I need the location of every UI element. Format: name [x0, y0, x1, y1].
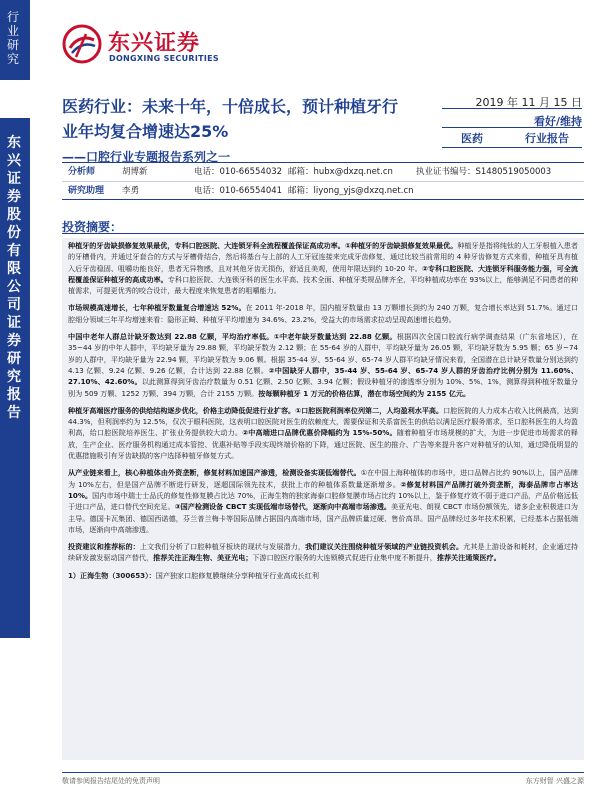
analyst-name: 李勇 [122, 186, 140, 196]
summary-paragraph [68, 240, 578, 296]
summary-key-point: 中国中老年人群总计缺牙数达到 22.88 亿颗，平均治疗率低。①中老年缺牙数量达到 22.88 亿颗。 [68, 332, 397, 342]
category-type: 行业报告 [525, 132, 569, 145]
summary-text: 上文我们分析了口腔种植牙板块的现状与发展潜力， [139, 542, 306, 552]
report-subtitle: ——口腔行业专题报告系列之一 [62, 150, 231, 164]
analyst-name: 胡博新 [122, 167, 148, 177]
summary-key-point: ②专科口腔医院、大连锁牙科服务能力强，可全流程覆盖保证种植牙的高成功率。 [68, 263, 578, 284]
company-logo [62, 22, 242, 72]
summary-text: 尤其是上游设备和耗材，企业通过持续研发激发驱动国产替代， [68, 542, 579, 563]
summary-key-point: 按每颗种植牙 1 万元的价格估算，潜在市场空间约为 2155 亿元。 [258, 388, 471, 398]
summary-key-point: 种植牙的牙齿缺损修复效果最优，专科口腔医院、大连锁牙科全流程覆盖保证高成功率。①种植牙的牙齿缺损修复效果最优。 [68, 241, 458, 250]
summary-text: 随着种植牙市场规模的扩大，为进一步促进市场需求的释放，生产企业、医疗服务机构通过成本管控、优惠补贴等手段实现终端价格的下降，通过医院、医生的推介、广告等来提升客户对种植牙的认知，通过降低明显的优惠措施吸引有牙齿缺损的客户选择种植牙修复方式。 [68, 428, 578, 461]
summary-paragraph [68, 405, 578, 461]
summary-key-point: 从产业链来看上，核心种植体由外资垄断，修复材料加速国产渗透，检测设备实现低端替代。 [68, 468, 361, 478]
summary-key-point: 种植牙高端医疗服务的供给结构逐步优化，价格主动降低促进行业扩容。①口腔医院利润率位列第二，人均盈利水平高。 [68, 405, 444, 415]
analyst-row [62, 163, 584, 181]
footer-slogan: 东方财智 兴盛之源 [525, 777, 584, 785]
summary-text: 在 2011 年-2018 年，国内植牙数量由 13 万颗增长到约为 240 万颗，复合增长率达到 51.7%。通过口腔细分领域三年平均增速来看：隐形正畸、种植牙平均增速为 34.6%、23.2%，受益大的市场需求拉动呈现高速增长趋势。 [68, 303, 578, 324]
dongxing-logo-icon [62, 24, 102, 64]
summary-text: 以此测算得到牙齿治疗数量为 0.51 亿颗、2.50 亿颗、3.94 亿颗；假设种植牙的渗透率分别为 10%、5%、1%，测算得到种植牙数量分别为 509 万颗、1252 万颗、394 万颗，合计 2155 万颗。 [68, 377, 578, 398]
summary-key-point: 投资建议和推荐标的： [68, 542, 140, 552]
sidebar-main-label: 东兴证券股份有限公司证券研究报告 [7, 135, 21, 421]
category-industry: 医药 [461, 132, 483, 145]
analyst-email[interactable]: 邮箱：liyong_yjs@dxzq.net.cn [288, 186, 414, 196]
logo-en-text: DONGXING SECURITIES [109, 54, 219, 63]
sidebar-top-label: 行业研究 [7, 10, 20, 66]
summary-text: 专科口腔医院、大连锁牙科的医生水平高、技术全面、种植牙类规品牌齐全，平均种植成功率在 93%以上，能够满足不同患者的种植需求，可提更优秀的咬合设计，最大程度来恢复患者的咀嚼能力。 [68, 274, 578, 296]
footer-disclaimer: 敬请参阅报告结尾处的免责声明 [62, 777, 160, 785]
summary-key-point: ②修复材料国产品牌打破外资垄断，海泰品牌市占率达 10%。 [68, 479, 578, 500]
summary-paragraph [68, 541, 578, 564]
summary-text: 根据四次全国口腔流行病学调查结果（广东省地区），在 35~44 岁的中年人群中，平均缺牙量为 29.88 颗，平均缺牙数为 2.12 颗；在 55-64 岁的人群中，平均缺牙量为 26.05 颗，平均缺牙数为 5.95 颗；65 岁~74 岁的人群中，平均缺牙量为 22.94 颗，平均缺牙数为 9.06 颗。根据 35-44 岁、55-64 岁、65-74 岁人群平均缺牙情况来看，全国潜在总计缺牙数量分别达到约 4.13 亿颗、9.24 亿颗、9.26 亿颗，合计达到 22.88 亿颗。 [68, 332, 578, 375]
rating-badge: 看好/维持 [533, 115, 582, 128]
summary-paragraph [68, 467, 578, 535]
summary-text: 口腔医院的人力成本占收入比例最高，达到 44.3%，但利润率约为 12.5%，仅次于眼科医院，这表明口腔医院对医生的依赖度大，需要保证和关系富医生的供给以满足医疗服务需求，至口腔科医生的人均盈利高，给口腔医院培养医生、扩张业务提供较大动力。 [68, 405, 578, 438]
analyst-role: 研究助理 [68, 186, 105, 196]
analyst-role: 分析师 [68, 167, 96, 177]
report-date: 2019 年 11 月 15 日 [475, 96, 582, 109]
analyst-phone: 电话：010-66554041 [194, 186, 283, 196]
summary-text: 美亚光电、朗视 CBCT 市场份额领先，诸多企业积极进口为主导。德国卡瓦集团、德国西诺德，芬兰普兰梅卡等国际品牌占据国内高端市场，国产品牌质量过硬、售价高昂。国产品牌经过多年技术积累，已经基本占据低端市场，逐渐向中高端渗透。 [68, 502, 578, 534]
footer-divider [62, 772, 584, 773]
analyst-phone: 电话：010-66554032 [194, 167, 283, 177]
summary-paragraph [68, 302, 578, 325]
sidebar-top-band [0, 0, 30, 80]
summary-heading: 投资摘要： [62, 220, 123, 234]
summary-key-point: 1）正海生物（300653）： [68, 570, 156, 580]
summary-text: ①在中国上海种植体的市场中，进口品牌占比约 90%以上，国产品牌为 10%左右，但是国产品牌不断进行研发，逐超国际领先技术，获批上市的种植体系数量逐渐增多。 [68, 468, 579, 489]
analyst-cert: 执业证书编号：S1480519050003 [416, 167, 552, 177]
summary-text: 国内市场中瑞士士品氏的修复性修复膜占比达 70%，正海生物的独家海泰口腔修复膜市场占比约 10%以上，鉴于修复疗效不弱于进口产品，产品价格远低于进口产品，进口替代空间充足。 [68, 490, 578, 512]
divider [442, 127, 582, 128]
analyst-email[interactable]: 邮箱：hubx@dxzq.net.cn [288, 167, 393, 177]
summary-text: 国产独家口腔修复膜继续分享种植牙行业高成长红利 [155, 570, 319, 580]
analyst-row [62, 181, 584, 199]
summary-key-point: ②中国缺牙人群中，35-44 岁、55-64 岁、65-74 岁人群的牙齿治疗比例分别为 11.60%、27.10%、42.60%。 [68, 365, 579, 387]
summary-paragraph [68, 570, 578, 581]
category-row [442, 130, 582, 146]
summary-key-point: 我们建议关注围绕种植牙领域的产业链投资机会。 [305, 542, 464, 552]
divider [442, 108, 582, 109]
summary-paragraph [68, 331, 578, 399]
logo-cn-text: 东兴证券 [108, 31, 201, 56]
summary-key-point: 推荐关注正海生物、美亚光电； [153, 553, 253, 563]
report-title: 医药行业：未来十年，十倍成长，预计种植牙行业年均复合增速达25% [62, 97, 399, 141]
summary-key-point: ③国产检测设备 CBCT 实现低端市场替代，逐渐向中高端市场渗透。 [174, 502, 392, 512]
divider [62, 233, 584, 234]
divider [442, 147, 582, 148]
analyst-table [62, 162, 584, 200]
summary-key-point: 推荐关注通策医疗。 [436, 553, 501, 563]
summary-key-point: ②中高端进口品牌优惠价降幅约为 15%-50%。 [242, 428, 397, 438]
summary-box [62, 238, 584, 760]
sidebar-main-band [0, 118, 30, 638]
summary-key-point: 市场规模高速增长，七年种植牙数量复合增速达 52%。 [68, 303, 246, 313]
summary-text: 种植牙是指将纯钛的人工牙根植入患者的牙槽骨内，并通过牙套合的方式与牙槽骨结合，然后将基台与上部的人工牙冠连接来完成牙齿修复，通过比较当前常用的 4 种牙齿修复方式来看，种植牙具有植入后牙齿稳固、咀嚼功能良好，患者无异物感，且对其他牙齿无损伤，舒适且美观，使用年限达到约 10-20 年。 [68, 241, 578, 273]
summary-text: 下游口腔医疗服务的大连锁模式促进行业集中度不断提升， [252, 553, 437, 563]
